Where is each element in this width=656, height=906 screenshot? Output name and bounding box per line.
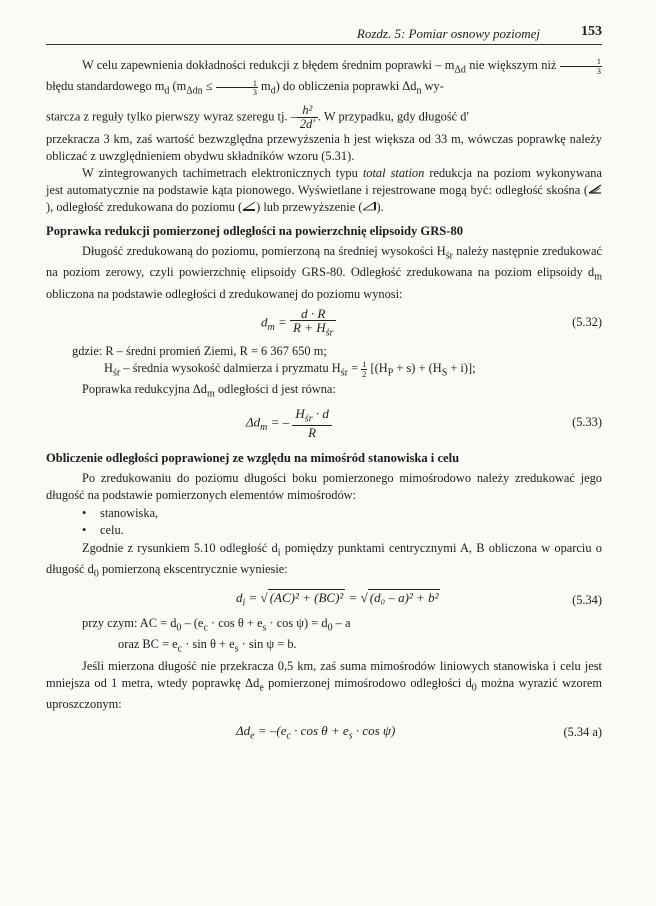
paragraph-4: Po zredukowaniu do poziomu długości boku pomierzonego mimośrodowo należy zredukować jego długość na podstawie pomierzonych elementów mimośrodów: — [46, 470, 602, 502]
where2-line-1: przy czym: AC = $d_0 - (e_c \cdot \cos \theta + e_s \cdot \cos \psi) = d_0 - a$ — [82, 615, 351, 634]
paragraph-3: Długość zredukowaną do poziomu, pomierzoną na średniej wysokości $H_{śr}$ należy następnie zredukować na poziom zerowy, czyli powierzchnię elipsoidy GRS-80. Odległość zredukowana na poziom elipsoidy $d_m$ obliczona na podstawie odległości d zredukowanej do poziomu wynosi: — [46, 243, 602, 301]
equation-5-34: $d_i$ = √ (AC)² + (BC)² = √ (d₀ – a)² + b² (5.34) — [236, 589, 602, 609]
page-number: 153 — [581, 24, 602, 39]
paragraph-2: W zintegrowanych tachimetrach elektronicznych typu total station redukcja na poziom wykonywana jest automatycznie na podstawie kąta pionowego. Wyświetlane i rejestrowane mogą być: odległość skośna (), odległość zredukowana do poziomu ( ) lub przewyższenie ( ). — [46, 165, 602, 214]
section-heading-eccentricity: Obliczenie odległości poprawionej ze względu na mimośród stanowiska i celu — [46, 450, 460, 465]
running-header — [46, 22, 602, 45]
slope-distance-icon — [588, 184, 602, 194]
equation-number: (5.34) — [572, 592, 602, 607]
eccentricity-list — [82, 505, 602, 539]
list-item: • celu. — [82, 522, 602, 539]
where2-line-2: oraz BC = $e_c \cdot \sin \theta + e_s \cdot \sin \psi = b$. — [118, 637, 297, 655]
equation-5-34a: $\Delta d_e = -(e_c \cdot \cos \theta + e_s \cdot \cos \psi)$ (5.34 a) — [236, 723, 602, 742]
paragraph-6: Jeśli mierzona długość nie przekracza 0,5 km, zaś suma mimośrodów liniowych stanowiska i celu jest mniejsza od 1 metra, wtedy poprawkę $\Delta d_e$ pomierzonej mimośrodowo odległości $d_0$ można wyrazić wzorem uproszczonym: — [46, 658, 602, 712]
running-title: Rozdz. 5: Pomiar osnowy poziomej — [356, 26, 540, 41]
equation-number: (5.33) — [572, 414, 602, 429]
equation-number: (5.34 a) — [563, 725, 602, 740]
paragraph-5: Zgodnie z rysunkiem 5.10 odległość $d_i$ pomiędzy punktami centrycznymi A, B obliczona w oparciu o długość $d_0$ pomierzoną ekscentrycznie wyniesie: — [46, 540, 602, 580]
height-difference-icon — [362, 201, 376, 211]
equation-5-33: $\Delta d_m$ = – $\frac{H_{śr} \cdot d}{R}$ (5.33) — [246, 405, 602, 441]
list-item: • stanowiska, — [82, 505, 602, 522]
paragraph-1-line-2: starcza z reguły tylko pierwszy wyraz szeregu tj. – $\frac{\text{h²}}{2d'}$ . W przypadku, gdy długość d′ — [46, 102, 470, 131]
where-line-2: $H_{śr}$ – średnia wysokość dalmierza i pryzmatu $H_{śr}$ = $\frac{1}{2}$ $[(H_P + s) + (H_S + i)]$; — [104, 359, 476, 379]
section-heading-grs80: Poprawka redukcji pomierzonej odległości na powierzchnię elipsoidy GRS-80 — [46, 223, 464, 238]
page — [46, 22, 602, 747]
paragraph-1-line-3: przekracza 3 km, zaś wartość bezwzględna przewyższenia h jest większa od 33 m, wówczas poprawkę należy obliczać z uwzględnieniem obydwu składników wzoru (5.31). — [46, 131, 602, 163]
equation-number: (5.32) — [572, 314, 602, 329]
where-line-1: gdzie: R – średni promień Ziemi, R = 6 367 650 m; — [72, 343, 327, 358]
paragraph-1: W celu zapewnienia dokładności redukcji z błędem średnim poprawki – $m_{\Delta d}$ nie większym niż $\frac{1}{3}$ błędu standardowego $m_d$ ($m_{\Delta dn}$ ≤ $\frac{1}{3}$ $m_d$) do obliczenia poprawki $\Delta d_n$ wy- — [46, 56, 602, 98]
correction-intro: Poprawka redukcyjna $\Delta d_m$ odległości d jest równa: — [82, 382, 336, 400]
horizontal-distance-icon — [242, 201, 256, 211]
equation-5-32: $d_m$ = $\frac{d \cdot R}{R + H_{śr}}$ (5.32) — [261, 305, 602, 339]
